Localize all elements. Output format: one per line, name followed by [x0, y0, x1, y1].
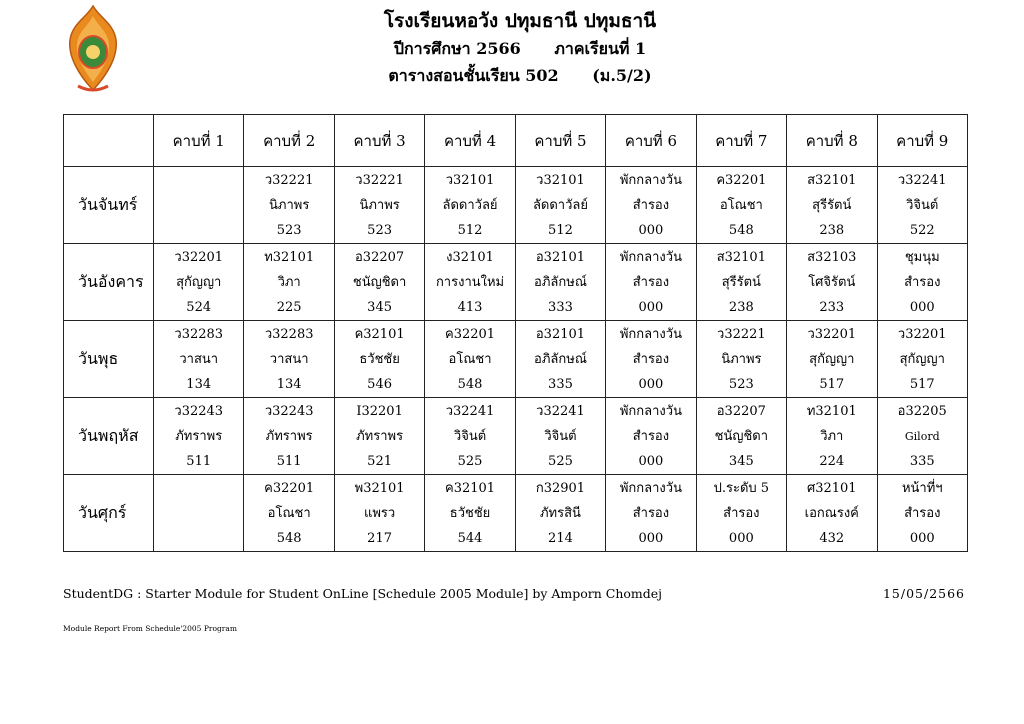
- teacher-name: วิจินต์: [544, 428, 577, 444]
- period-header: คาบที่ 7: [696, 115, 786, 167]
- schedule-cell: [515, 475, 605, 552]
- subject-code: ชุมนุม: [904, 249, 940, 265]
- room-number: 544: [457, 530, 483, 546]
- subject-code: ง32101: [446, 249, 494, 265]
- report-header: [300, 8, 740, 89]
- schedule-cell: [334, 321, 424, 398]
- schedule-cell: [515, 167, 605, 244]
- room-number: 217: [367, 530, 392, 546]
- room-number: 225: [276, 299, 302, 315]
- teacher-name: ธวัชชัย: [449, 505, 491, 521]
- teacher-name: สำรอง: [632, 197, 670, 213]
- schedule-cell: [515, 244, 605, 321]
- subject-code: อ32101: [535, 326, 586, 342]
- schedule-cell: [877, 475, 968, 552]
- teacher-name: เอกณรงค์: [804, 505, 859, 521]
- table-row: [64, 321, 968, 398]
- subject-code: พ32101: [354, 480, 405, 496]
- day-label: วันพุธ: [64, 321, 154, 398]
- room-number: 000: [909, 530, 935, 546]
- teacher-name: สำรอง: [632, 428, 670, 444]
- room-number: [154, 218, 243, 243]
- table-row: [64, 398, 968, 475]
- semester: ภาคเรียนที่ 1: [554, 39, 647, 58]
- subject-code: ส32101: [807, 172, 857, 188]
- subject-code: ค32101: [445, 480, 496, 496]
- teacher-name: อโณชา: [448, 351, 492, 367]
- teacher-name: อภิลักษณ์: [534, 274, 587, 290]
- room-number: 335: [909, 453, 935, 469]
- subject-code: ส32103: [807, 249, 857, 265]
- schedule-cell: [244, 321, 334, 398]
- schedule-cell: [606, 167, 696, 244]
- room-number: 333: [548, 299, 573, 315]
- subject-code: พักกลางวัน: [619, 326, 682, 342]
- teacher-name: วาสนา: [269, 351, 309, 367]
- schedule-cell: [425, 475, 515, 552]
- schedule-cell: [425, 321, 515, 398]
- teacher-name: ภัทราพร: [356, 428, 404, 444]
- teacher-name: แพรว: [363, 505, 396, 521]
- room-number: 134: [276, 376, 302, 392]
- room-number: 413: [457, 299, 483, 315]
- schedule-cell: [696, 398, 786, 475]
- room-number: 517: [909, 376, 935, 392]
- school-emblem-icon: [58, 4, 128, 94]
- room-number: 522: [909, 222, 935, 238]
- teacher-name: ชนัญชิดา: [352, 274, 407, 290]
- schedule-cell: [877, 321, 968, 398]
- subject-code: ศ32101: [806, 480, 857, 496]
- schedule-title: [300, 62, 740, 89]
- schedule-cell: [787, 244, 877, 321]
- academic-period: [300, 35, 740, 62]
- day-label: วันศุกร์: [64, 475, 154, 552]
- subject-code: ว32201: [174, 249, 224, 265]
- schedule-cell: [154, 167, 244, 244]
- subject-code: ว32243: [174, 403, 224, 419]
- room-number: 517: [819, 376, 845, 392]
- room-number: 548: [457, 376, 483, 392]
- schedule-cell: [154, 475, 244, 552]
- subject-code: ค32201: [716, 172, 767, 188]
- schedule-cell: [334, 398, 424, 475]
- schedule-cell: [334, 244, 424, 321]
- day-label: วันพฤหัส: [64, 398, 154, 475]
- room-number: 000: [638, 299, 664, 315]
- room-number: 512: [548, 222, 573, 238]
- subject-code: ว32241: [897, 172, 947, 188]
- subject-code: ว32101: [445, 172, 495, 188]
- teacher-name: นิภาพร: [269, 197, 310, 213]
- teacher-name: อโณชา: [267, 505, 311, 521]
- subject-code: I32201: [356, 403, 403, 419]
- room-number: 000: [638, 376, 664, 392]
- subject-code: ค32201: [445, 326, 496, 342]
- room-number: 521: [367, 453, 392, 469]
- teacher-name: สุกัญญา: [809, 351, 855, 367]
- schedule-cell: [606, 475, 696, 552]
- teacher-name: ชนัญชิดา: [714, 428, 769, 444]
- school-name: โรงเรียนหอวัง ปทุมธานี ปทุมธานี: [383, 10, 657, 32]
- teacher-name: ลัดดาวัลย์: [532, 197, 588, 213]
- room-number: 523: [276, 222, 302, 238]
- schedule-cell: [334, 475, 424, 552]
- room-number: 511: [276, 453, 302, 469]
- subject-code: อ32207: [716, 403, 766, 419]
- period-header: คาบที่ 8: [787, 115, 877, 167]
- subject-code: ป.ระดับ 5: [713, 480, 770, 496]
- subject-code: ว32201: [897, 326, 947, 342]
- schedule-cell: [787, 167, 877, 244]
- schedule-cell: [877, 244, 968, 321]
- schedule-cell: [787, 475, 877, 552]
- room-number: 214: [548, 530, 573, 546]
- teacher-name: นิภาพร: [721, 351, 762, 367]
- subject-code: ว32283: [264, 326, 314, 342]
- schedule-cell: [154, 398, 244, 475]
- subject-code: ท32101: [264, 249, 315, 265]
- teacher-name: สำรอง: [904, 274, 941, 290]
- teacher-name: สำรอง: [632, 274, 670, 290]
- teacher-name: [154, 193, 243, 218]
- schedule-table: [63, 114, 968, 552]
- subject-code: ส32101: [716, 249, 766, 265]
- subject-code: อ32205: [897, 403, 947, 419]
- teacher-name: Gilord: [904, 429, 940, 443]
- teacher-name: สุกัญญา: [899, 351, 945, 367]
- subject-code: ว32243: [264, 403, 314, 419]
- teacher-name: สำรอง: [723, 505, 760, 521]
- room-number: 523: [367, 222, 392, 238]
- schedule-cell: [244, 167, 334, 244]
- period-header: คาบที่ 4: [425, 115, 515, 167]
- table-row: [64, 167, 968, 244]
- room-number: 345: [728, 453, 754, 469]
- schedule-cell: [244, 244, 334, 321]
- subject-code: ค32101: [354, 326, 405, 342]
- room-number: 134: [186, 376, 212, 392]
- schedule-cell: [515, 321, 605, 398]
- teacher-name: สุกัญญา: [176, 274, 222, 290]
- teacher-name: วิภา: [277, 274, 301, 290]
- teacher-name: สำรอง: [632, 351, 670, 367]
- schedule-cell: [696, 167, 786, 244]
- schedule-cell: [877, 398, 968, 475]
- schedule-cell: [787, 398, 877, 475]
- schedule-cell: [244, 398, 334, 475]
- room-number: 238: [728, 299, 754, 315]
- room-number: 224: [819, 453, 845, 469]
- room-number: [154, 526, 243, 551]
- period-header: คาบที่ 3: [334, 115, 424, 167]
- teacher-name: วิจินต์: [906, 197, 939, 213]
- subject-code: ว32283: [174, 326, 224, 342]
- room-number: 345: [367, 299, 392, 315]
- academic-year: ปีการศึกษา 2566: [393, 39, 521, 58]
- teacher-name: สำรอง: [904, 505, 941, 521]
- subject-code: ค32201: [264, 480, 315, 496]
- teacher-name: ภัทราพร: [265, 428, 313, 444]
- teacher-name: อภิลักษณ์: [534, 351, 587, 367]
- teacher-name: ธวัชชัย: [359, 351, 400, 367]
- subject-code: ท32101: [806, 403, 857, 419]
- schedule-cell: [606, 321, 696, 398]
- class-schedule-label: ตารางสอนชั้นเรียน 502: [388, 66, 559, 85]
- room-number: 000: [909, 299, 935, 315]
- room-number: 000: [638, 530, 664, 546]
- room-number: 000: [638, 222, 664, 238]
- subject-code: พักกลางวัน: [619, 249, 682, 265]
- teacher-name: นิภาพร: [359, 197, 400, 213]
- schedule-cell: [877, 167, 968, 244]
- credit-text: StudentDG : Starter Module for Student OnLine [Schedule 2005 Module] by Amporn Chomdej: [63, 586, 663, 601]
- subject-code: อ32207: [355, 249, 405, 265]
- period-header: คาบที่ 6: [606, 115, 696, 167]
- room-number: 335: [548, 376, 573, 392]
- schedule-cell: [425, 244, 515, 321]
- schedule-cell: [154, 321, 244, 398]
- period-header: คาบที่ 1: [154, 115, 244, 167]
- class-code: (ม.5/2): [592, 66, 652, 85]
- teacher-name: สุรีรัตน์: [812, 197, 852, 213]
- room-number: 548: [728, 222, 754, 238]
- report-footer: [63, 586, 965, 601]
- subject-code: พักกลางวัน: [619, 172, 682, 188]
- room-number: 524: [186, 299, 212, 315]
- schedule-cell: [787, 321, 877, 398]
- day-label: วันจันทร์: [64, 167, 154, 244]
- teacher-name: โศจิรัตน์: [808, 274, 856, 290]
- teacher-name: วาสนา: [179, 351, 219, 367]
- subject-code: [154, 476, 243, 501]
- teacher-name: วิจินต์: [453, 428, 487, 444]
- schedule-cell: [425, 398, 515, 475]
- period-header: คาบที่ 2: [244, 115, 334, 167]
- table-row: [64, 475, 968, 552]
- corner-cell: [64, 115, 154, 167]
- program-note: Module Report From Schedule'2005 Program: [63, 624, 237, 633]
- schedule-cell: [606, 244, 696, 321]
- schedule-cell: [606, 398, 696, 475]
- room-number: 000: [728, 530, 754, 546]
- schedule-cell: [515, 398, 605, 475]
- table-row: [64, 244, 968, 321]
- schedule-cell: [696, 244, 786, 321]
- room-number: 548: [276, 530, 302, 546]
- subject-code: พักกลางวัน: [619, 480, 682, 496]
- subject-code: ว32241: [536, 403, 585, 419]
- teacher-name: ภัทราพร: [175, 428, 223, 444]
- subject-code: ก32901: [535, 480, 586, 496]
- subject-code: ว32241: [445, 403, 495, 419]
- teacher-name: [154, 501, 243, 526]
- schedule-cell: [696, 321, 786, 398]
- teacher-name: สำรอง: [632, 505, 670, 521]
- period-header: คาบที่ 5: [515, 115, 605, 167]
- teacher-name: สุรีรัตน์: [721, 274, 761, 290]
- subject-code: ว32221: [717, 326, 766, 342]
- schedule-cell: [425, 167, 515, 244]
- report-date: 15/05/2566: [882, 586, 965, 601]
- room-number: 233: [819, 299, 845, 315]
- subject-code: หน้าที่ฯ: [901, 480, 943, 496]
- subject-code: ว32101: [536, 172, 585, 188]
- room-number: 546: [367, 376, 392, 392]
- period-header: คาบที่ 9: [877, 115, 968, 167]
- room-number: 525: [548, 453, 573, 469]
- schedule-cell: [696, 475, 786, 552]
- teacher-name: ลัดดาวัลย์: [442, 197, 498, 213]
- room-number: 432: [819, 530, 845, 546]
- room-number: 000: [638, 453, 664, 469]
- schedule-cell: [244, 475, 334, 552]
- subject-code: ว32221: [264, 172, 314, 188]
- teacher-name: ภัทรสินี: [539, 505, 581, 521]
- subject-code: [154, 168, 243, 193]
- teacher-name: วิภา: [820, 428, 844, 444]
- schedule-cell: [334, 167, 424, 244]
- schedule-cell: [154, 244, 244, 321]
- table-header-row: [64, 115, 968, 167]
- subject-code: ว32201: [807, 326, 857, 342]
- subject-code: ว32221: [355, 172, 404, 188]
- room-number: 512: [457, 222, 483, 238]
- room-number: 511: [186, 453, 212, 469]
- subject-code: พักกลางวัน: [619, 403, 682, 419]
- subject-code: อ32101: [535, 249, 586, 265]
- teacher-name: อโณชา: [719, 197, 763, 213]
- room-number: 523: [728, 376, 754, 392]
- day-label: วันอังคาร: [64, 244, 154, 321]
- teacher-name: การงานใหม่: [435, 274, 505, 290]
- room-number: 238: [819, 222, 845, 238]
- room-number: 525: [457, 453, 483, 469]
